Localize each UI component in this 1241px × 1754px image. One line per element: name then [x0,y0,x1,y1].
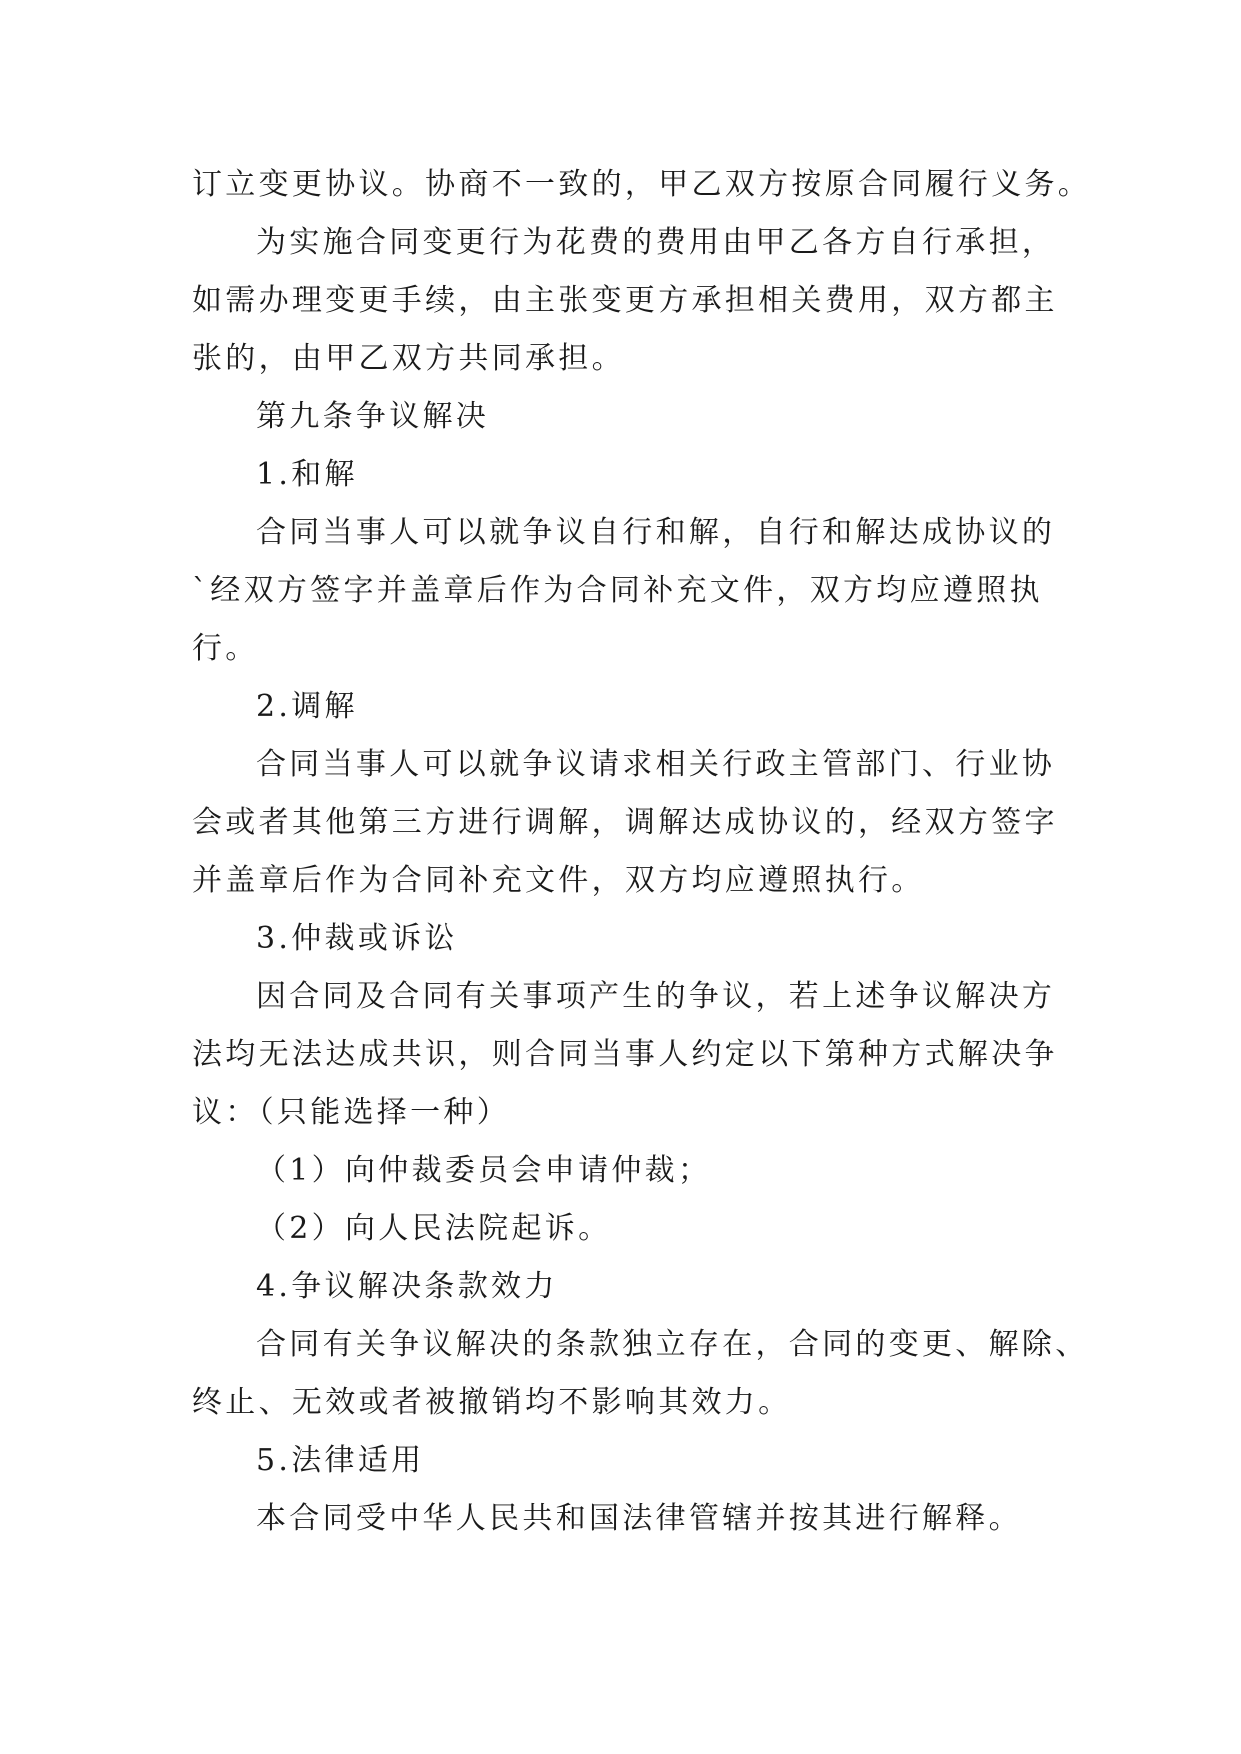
paragraph-settlement [192,504,1072,678]
paragraph-amendment-agreement [192,156,1092,214]
text-line: 本合同受中华人民共和国法律管辖并按其进行解释。 [256,1501,1022,1536]
text-line: 第九条争议解决 [256,399,490,434]
paragraph-arbitration-litigation [192,968,1072,1142]
text-line: 如需办理变更手续，由主张变更方承担相关费用，双方都主 [192,283,1058,318]
text-line: 会或者其他第三方进行调解，调解达成协议的，经双方签字 [192,805,1058,840]
paragraph-clause-validity [192,1316,1089,1432]
text-line: （2）向人民法院起诉。 [256,1211,612,1246]
option-litigation [192,1200,1072,1258]
text-line: 为实施合同变更行为花费的费用由甲乙各方自行承担， [256,225,1056,260]
section-heading-article-9 [192,388,1072,446]
text-line: 因合同及合同有关事项产生的争议，若上述争议解决方 [256,979,1056,1014]
text-line: 5.法律适用 [256,1443,425,1478]
text-line: 合同当事人可以就争议自行和解，自行和解达成协议的 [256,515,1056,550]
subheading-mediation [192,678,1072,736]
document-body [192,156,1092,1548]
text-line: 2.调解 [256,689,358,724]
text-line: `经双方签字并盖章后作为合同补充文件，双方均应遵照执 [192,573,1043,608]
text-line: 1.和解 [256,457,358,492]
text-line: 终止、无效或者被撤销均不影响其效力。 [192,1385,792,1420]
text-line: 3.仲裁或诉讼 [256,921,458,956]
text-line: 行。 [192,631,259,666]
paragraph-amendment-costs [192,214,1072,388]
subheading-clause-validity [192,1258,1072,1316]
option-arbitration [192,1142,1072,1200]
subheading-settlement [192,446,1072,504]
paragraph-mediation [192,736,1072,910]
text-line: 法均无法达成共识，则合同当事人约定以下第种方式解决争 [192,1037,1058,1072]
text-line: （1）向仲裁委员会申请仲裁； [256,1153,712,1188]
text-line: 4.争议解决条款效力 [256,1269,558,1304]
text-line: 张的，由甲乙双方共同承担。 [192,341,625,376]
text-line: 合同当事人可以就争议请求相关行政主管部门、行业协 [256,747,1056,782]
text-line: 订立变更协议。协商不一致的，甲乙双方按原合同履行义务。 [192,167,1092,202]
subheading-governing-law [192,1432,1072,1490]
paragraph-governing-law [192,1490,1072,1548]
text-line: 合同有关争议解决的条款独立存在，合同的变更、解除、 [256,1327,1089,1362]
subheading-arbitration-litigation [192,910,1072,968]
text-line: 并盖章后作为合同补充文件，双方均应遵照执行。 [192,863,925,898]
text-line: 议：（只能选择一种） [192,1095,510,1130]
